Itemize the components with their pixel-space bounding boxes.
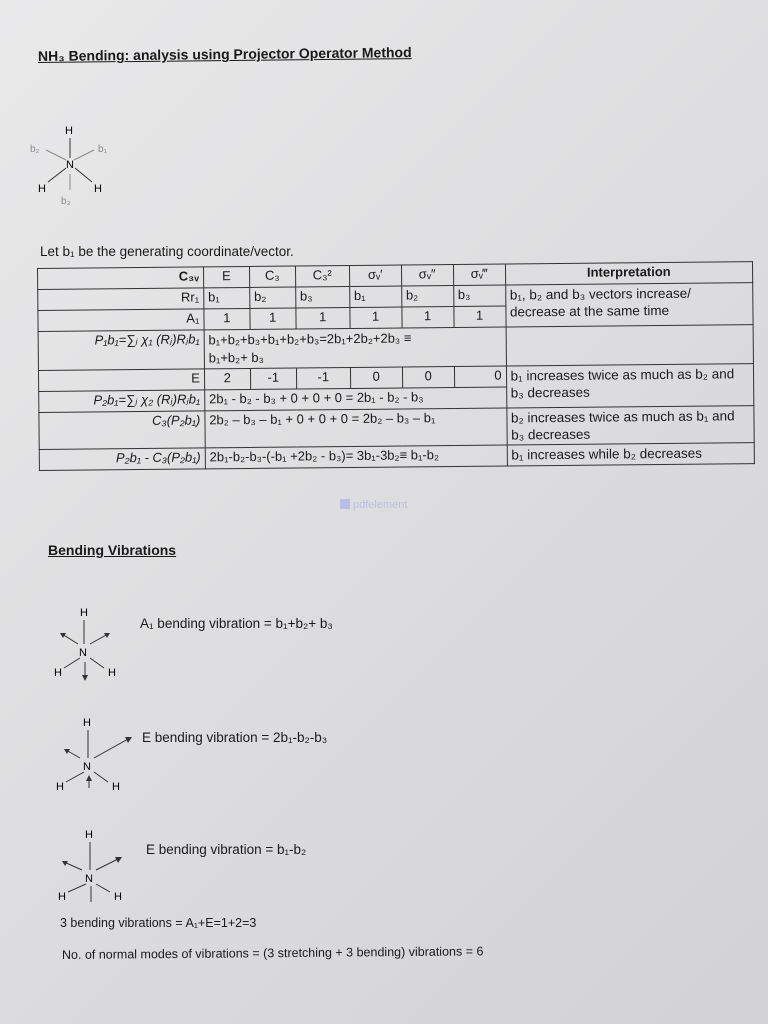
watermark-text: pdfelement: [353, 499, 408, 511]
table-cell: 1: [296, 308, 350, 330]
atom-h-right: H: [94, 183, 102, 195]
character-table: [37, 261, 755, 471]
e-molecule-diagram-2: [54, 828, 134, 904]
table-cell: 1: [204, 308, 250, 329]
interpretation-e2: b₂ increases twice as much as b₁ and b₃ decreases: [506, 406, 754, 445]
c3p2-result: 2b₂ – b₃ – b₁ + 0 + 0 + 0 = 2b₂ – b₃ – b₁: [205, 408, 507, 448]
row-label: A₁: [38, 309, 204, 332]
watermark-logo-icon: [340, 499, 350, 509]
p2-result: 2b₁ - b₂ - b₃ + 0 + 0 + 0 = 2b₁ - b₂ - b₃: [204, 387, 506, 411]
header-sigma-v1: σᵥ′: [349, 265, 401, 286]
atom-h-label: H: [83, 717, 91, 729]
atom-n-label: N: [85, 873, 93, 885]
e-vibration-text-2: E bending vibration = b₁-b₂: [146, 842, 307, 857]
a1-molecule-diagram: [52, 604, 128, 682]
interpretation-e1: b₁ increases twice as much as b₂ and b₃ decreases: [506, 364, 754, 408]
atom-h-label: H: [108, 667, 116, 679]
interpretation-difference: b₁ increases while b₂ decreases: [507, 443, 755, 466]
row-label: C₃(P₂b₁): [39, 411, 205, 450]
bending-vibrations-heading: Bending Vibrations: [48, 542, 177, 558]
row-label: P₂b₁ - C₃(P₂b₁): [39, 448, 205, 471]
table-cell: 1: [453, 306, 505, 327]
atom-n: N: [66, 159, 74, 171]
atom-n-label: N: [83, 761, 91, 773]
table-cell: 1: [402, 307, 454, 328]
header-group: C₃ᵥ: [38, 267, 204, 290]
p1-result: [204, 327, 506, 369]
atom-h-label: H: [80, 607, 88, 619]
table-cell: -1: [250, 368, 296, 389]
atom-h-label: H: [114, 891, 122, 903]
header-sigma-v2: σᵥ″: [401, 265, 453, 286]
atom-h-label: H: [56, 781, 64, 793]
vector-b2-label: b₂: [30, 144, 40, 155]
table-cell: 1: [250, 308, 296, 329]
atom-h-label: H: [85, 829, 93, 841]
row-label: E: [38, 369, 204, 392]
table-cell: 2: [204, 368, 250, 389]
a1-vibration-text: A₁ bending vibration = b₁+b₂+ b₃: [140, 616, 333, 631]
vector-b3-label: b₃: [61, 196, 71, 207]
header-c3-squared: C₃²: [295, 266, 349, 288]
p1-result-line2: b₁+b₂+ b₃: [208, 349, 264, 366]
atom-n-label: N: [79, 647, 87, 659]
atom-h-label: H: [54, 667, 62, 679]
table-cell: 1: [350, 307, 402, 328]
atom-h-left: H: [38, 183, 46, 195]
bending-count-text: 3 bending vibrations = A₁+E=1+2=3: [60, 916, 257, 930]
interpretation-a1: b₁, b₂ and b₃ vectors increase/ decrease at the same time: [505, 283, 753, 327]
table-cell: b₃: [453, 285, 505, 306]
table-cell: b₃: [295, 287, 349, 309]
table-cell: 0: [454, 366, 506, 387]
p1-result-line1: b₁+b₂+b₃+b₁+b₂+b₃=2b₁+2b₂+2b₃ ≡: [208, 330, 412, 348]
difference-result: 2b₁-b₂-b₃-(-b₁ +2b₂ - b₃)= 3b₁-3b₂≡ b₁-b₂: [205, 445, 507, 469]
e-molecule-diagram-1: [52, 716, 138, 794]
e-vibration-text-1: E bending vibration = 2b₁-b₂-b₃: [142, 730, 328, 745]
atom-h-top: H: [65, 125, 73, 137]
normal-modes-text: No. of normal modes of vibrations = (3 stretching + 3 bending) vibrations = 6: [61, 944, 484, 962]
row-label: Rr₁: [38, 288, 204, 311]
header-c3: C₃: [249, 266, 295, 287]
page-title: NH₃ Bending: analysis using Projector Operator Method: [37, 44, 412, 64]
generating-coordinate-text: Let b₁ be the generating coordinate/vector.: [40, 244, 294, 259]
table-cell: 0: [402, 367, 454, 388]
row-label: P₁b₁=∑ⱼ χ₁ (Rⱼ)Rⱼb₁: [38, 330, 204, 371]
vector-b1-label: b₁: [98, 144, 107, 155]
nh3-structure-diagram: [28, 118, 128, 214]
header-sigma-v3: σᵥ‴: [453, 264, 505, 285]
table-cell: b₂: [401, 286, 453, 307]
header-interpretation: Interpretation: [505, 262, 753, 285]
atom-h-label: H: [112, 781, 120, 793]
table-cell: -1: [296, 367, 350, 389]
table-cell: 0: [350, 367, 402, 388]
atom-h-label: H: [58, 891, 66, 903]
table-row-p1: [38, 325, 753, 371]
table-cell: b₂: [249, 287, 295, 308]
row-label: P₂b₁=∑ⱼ χ₂ (Rⱼ)Rⱼb₁: [39, 390, 205, 413]
watermark: [340, 499, 407, 511]
table-cell: b₁: [204, 287, 250, 308]
table-cell: b₁: [349, 286, 401, 307]
table-cell-empty: [506, 325, 754, 366]
header-e: E: [203, 266, 249, 287]
